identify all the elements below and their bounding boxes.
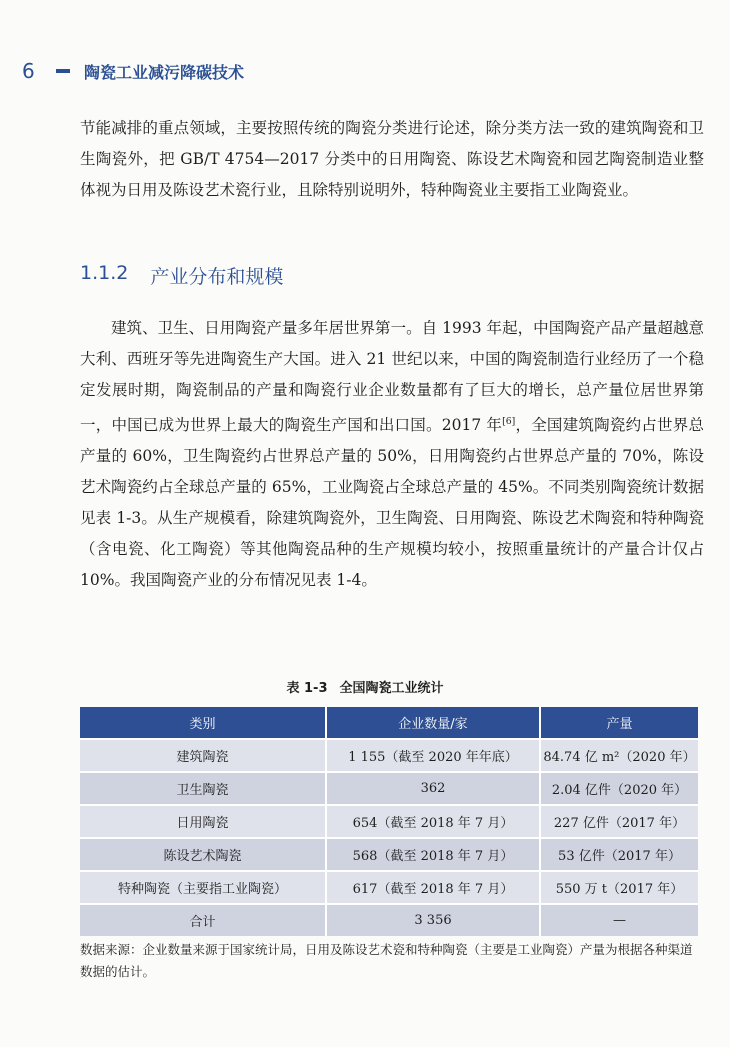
table-cell-output: — <box>540 904 698 936</box>
section-heading <box>80 262 283 289</box>
page-number: 6 <box>22 59 35 83</box>
table-cell-output: 550 万 t（2017 年） <box>540 871 698 904</box>
table-cell-enterprises: 617（截至 2018 年 7 月） <box>326 871 540 904</box>
table-title: 全国陶瓷工业统计 <box>339 681 444 696</box>
table-caption <box>0 677 730 696</box>
column-header-enterprises: 企业数量/家 <box>326 707 540 739</box>
table-row <box>80 772 698 805</box>
table-cell-enterprises: 1 155（截至 2020 年年底） <box>326 739 540 772</box>
table-cell-enterprises: 654（截至 2018 年 7 月） <box>326 805 540 838</box>
ceramics-statistics-table <box>80 707 698 936</box>
column-header-output: 产量 <box>540 707 698 739</box>
table-cell-category: 陈设艺术陶瓷 <box>80 838 326 871</box>
table-row <box>80 739 698 772</box>
running-title: 陶瓷工业减污降碳技术 <box>84 62 245 82</box>
table-row <box>80 871 698 904</box>
page-header <box>22 57 244 85</box>
table-cell-output: 227 亿件（2017 年） <box>540 805 698 838</box>
table-cell-enterprises: 3 356 <box>326 904 540 936</box>
section-title: 产业分布和规模 <box>150 266 284 288</box>
table-cell-enterprises: 568（截至 2018 年 7 月） <box>326 838 540 871</box>
table-row-total <box>80 904 698 936</box>
table-row <box>80 805 698 838</box>
header-divider-bar <box>56 69 70 73</box>
paragraph-2 <box>80 313 704 596</box>
table-number: 表 1-3 <box>286 681 328 696</box>
citation-ref[interactable]: [6] <box>502 416 516 427</box>
table-cell-enterprises: 362 <box>326 772 540 805</box>
table-cell-category: 建筑陶瓷 <box>80 739 326 772</box>
table-cell-output: 53 亿件（2017 年） <box>540 838 698 871</box>
table-cell-output: 84.74 亿 m²（2020 年） <box>540 739 698 772</box>
paragraph-1: 节能减排的重点领域，主要按照传统的陶瓷分类进行论述，除分类方法一致的建筑陶瓷和卫生陶瓷外，把 GB/T 4754—2017 分类中的日用陶瓷、陈设艺术陶瓷和园艺陶瓷制造业整体视为日用及陈设艺术瓷行业，且除特别说明外，特种陶瓷业主要指工业陶瓷业。 <box>80 119 704 199</box>
table-row <box>80 838 698 871</box>
column-header-category: 类别 <box>80 707 326 739</box>
table-header-row <box>80 707 698 739</box>
table-cell-category: 特种陶瓷（主要指工业陶瓷） <box>80 871 326 904</box>
paragraph-2-part-b: ，全国建筑陶瓷约占世界总产量的 60%，卫生陶瓷约占世界总产量的 50%，日用陶瓷约占世界总产量的 70%，陈设艺术陶瓷约占全球总产量的 65%，工业陶瓷占全球总产量的 45%。不同类别陶瓷统计数据见表 1-3。从生产规模看，除建筑陶瓷外，卫生陶瓷、日用陶瓷、陈设艺术陶瓷和特种陶瓷（含电瓷、化工陶瓷）等其他陶瓷品种的生产规模均较小，按照重量统计的产量合计仅占 10%。我国陶瓷产业的分布情况见表 1-4。 <box>80 416 704 590</box>
table-cell-category: 日用陶瓷 <box>80 805 326 838</box>
table-cell-category: 合计 <box>80 904 326 936</box>
table-source-note: 数据来源：企业数量来源于国家统计局，日用及陈设艺术瓷和特种陶瓷（主要是工业陶瓷）产量为根据各种渠道数据的估计。 <box>80 942 693 979</box>
section-number: 1.1.2 <box>80 262 129 284</box>
table-cell-category: 卫生陶瓷 <box>80 772 326 805</box>
paragraph-2-part-a: 建筑、卫生、日用陶瓷产量多年居世界第一。自 1993 年起，中国陶瓷产品产量超越意大利、西班牙等先进陶瓷生产大国。进入 21 世纪以来，中国的陶瓷制造行业经历了一个稳定发展时期，陶瓷制品的产量和陶瓷行业企业数量都有了巨大的增长，总产量位居世界第一，中国已成为世界上最大的陶瓷生产国和出口国。2017 年 <box>80 319 704 435</box>
table-cell-output: 2.04 亿件（2020 年） <box>540 772 698 805</box>
